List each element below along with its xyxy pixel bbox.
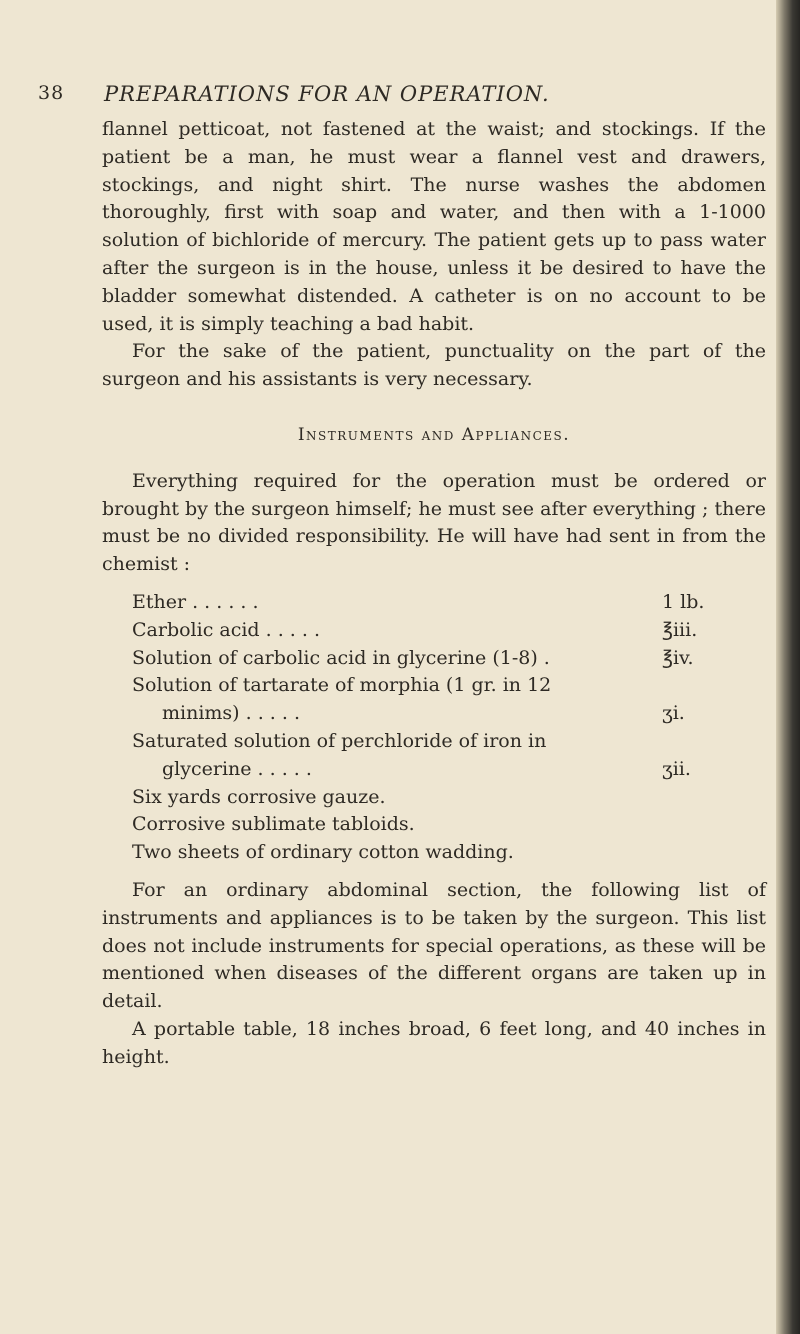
- running-title: PREPARATIONS FOR AN OPERATION.: [104, 82, 550, 106]
- list-item-text: Ether . . . . . .: [132, 590, 259, 613]
- page-body: [102, 116, 766, 1072]
- list-item: [132, 617, 732, 645]
- list-item: [132, 589, 732, 617]
- paragraph: A portable table, 18 inches broad, 6 feet long, and 40 inches in height.: [102, 1017, 766, 1068]
- chemist-list: [132, 589, 732, 867]
- list-item-quantity: ℥iii.: [662, 618, 698, 641]
- list-item-text: Corrosive sublimate tabloids.: [132, 813, 415, 836]
- list-item-quantity: 1 lb.: [662, 590, 705, 613]
- paragraph: flannel petticoat, not fastened at the waist; and stockings. If the patient be a man, he must wear a flannel vest and drawers, stockings, and night shirt. The nurse washes the abdomen thoroughly, first with soap and water, and then with a 1-1000 solution of bichloride of mercury. The patient gets up to pass water after the surgeon is in the house, unless it be desired to have the bladder somewhat distended. A catheter is on no account to be used, it is simply teaching a bad habit.: [102, 118, 766, 335]
- list-item-text: Six yards corrosive gauze.: [132, 785, 386, 808]
- list-item-quantity: ʒii.: [662, 757, 691, 780]
- page-number: 38: [38, 82, 65, 104]
- list-item: [132, 672, 732, 700]
- list-item-text: Solution of carbolic acid in glycerine (1-8) .: [132, 646, 550, 669]
- list-item-quantity: ℥iv.: [662, 646, 694, 669]
- list-item-text: Saturated solution of perchloride of iron in: [132, 729, 547, 752]
- list-item-text: minims) . . . . .: [162, 702, 300, 725]
- section-heading: Instruments and Appliances.: [297, 424, 571, 445]
- list-item-text: Two sheets of ordinary cotton wadding.: [132, 841, 514, 864]
- list-item-text: glycerine . . . . .: [162, 757, 312, 780]
- list-item: [132, 700, 732, 728]
- paragraph: For the sake of the patient, punctuality on the part of the surgeon and his assistants is very necessary.: [102, 340, 766, 391]
- paragraph: Everything required for the operation must be ordered or brought by the surgeon himself; he must see after everything ; there must be no divided responsibility. He will have had sent in from the chemist :: [102, 469, 766, 576]
- list-item: [132, 728, 732, 756]
- list-item: [132, 784, 732, 812]
- list-item-text: Carbolic acid . . . . .: [132, 618, 320, 641]
- list-item: [132, 645, 732, 673]
- list-item: [132, 756, 732, 784]
- list-item: [132, 839, 732, 867]
- page-edge-shadow: [776, 0, 800, 1334]
- running-head: [38, 82, 744, 106]
- paragraph: For an ordinary abdominal section, the following list of instruments and appliances is to be taken by the surgeon. This list does not include instruments for special operations, as these will be mentioned when diseases of the different organs are taken up in detail.: [102, 878, 766, 1013]
- list-item: [132, 811, 732, 839]
- list-item-text: Solution of tartarate of morphia (1 gr. in 12: [132, 674, 552, 697]
- list-item-quantity: ʒi.: [662, 702, 685, 725]
